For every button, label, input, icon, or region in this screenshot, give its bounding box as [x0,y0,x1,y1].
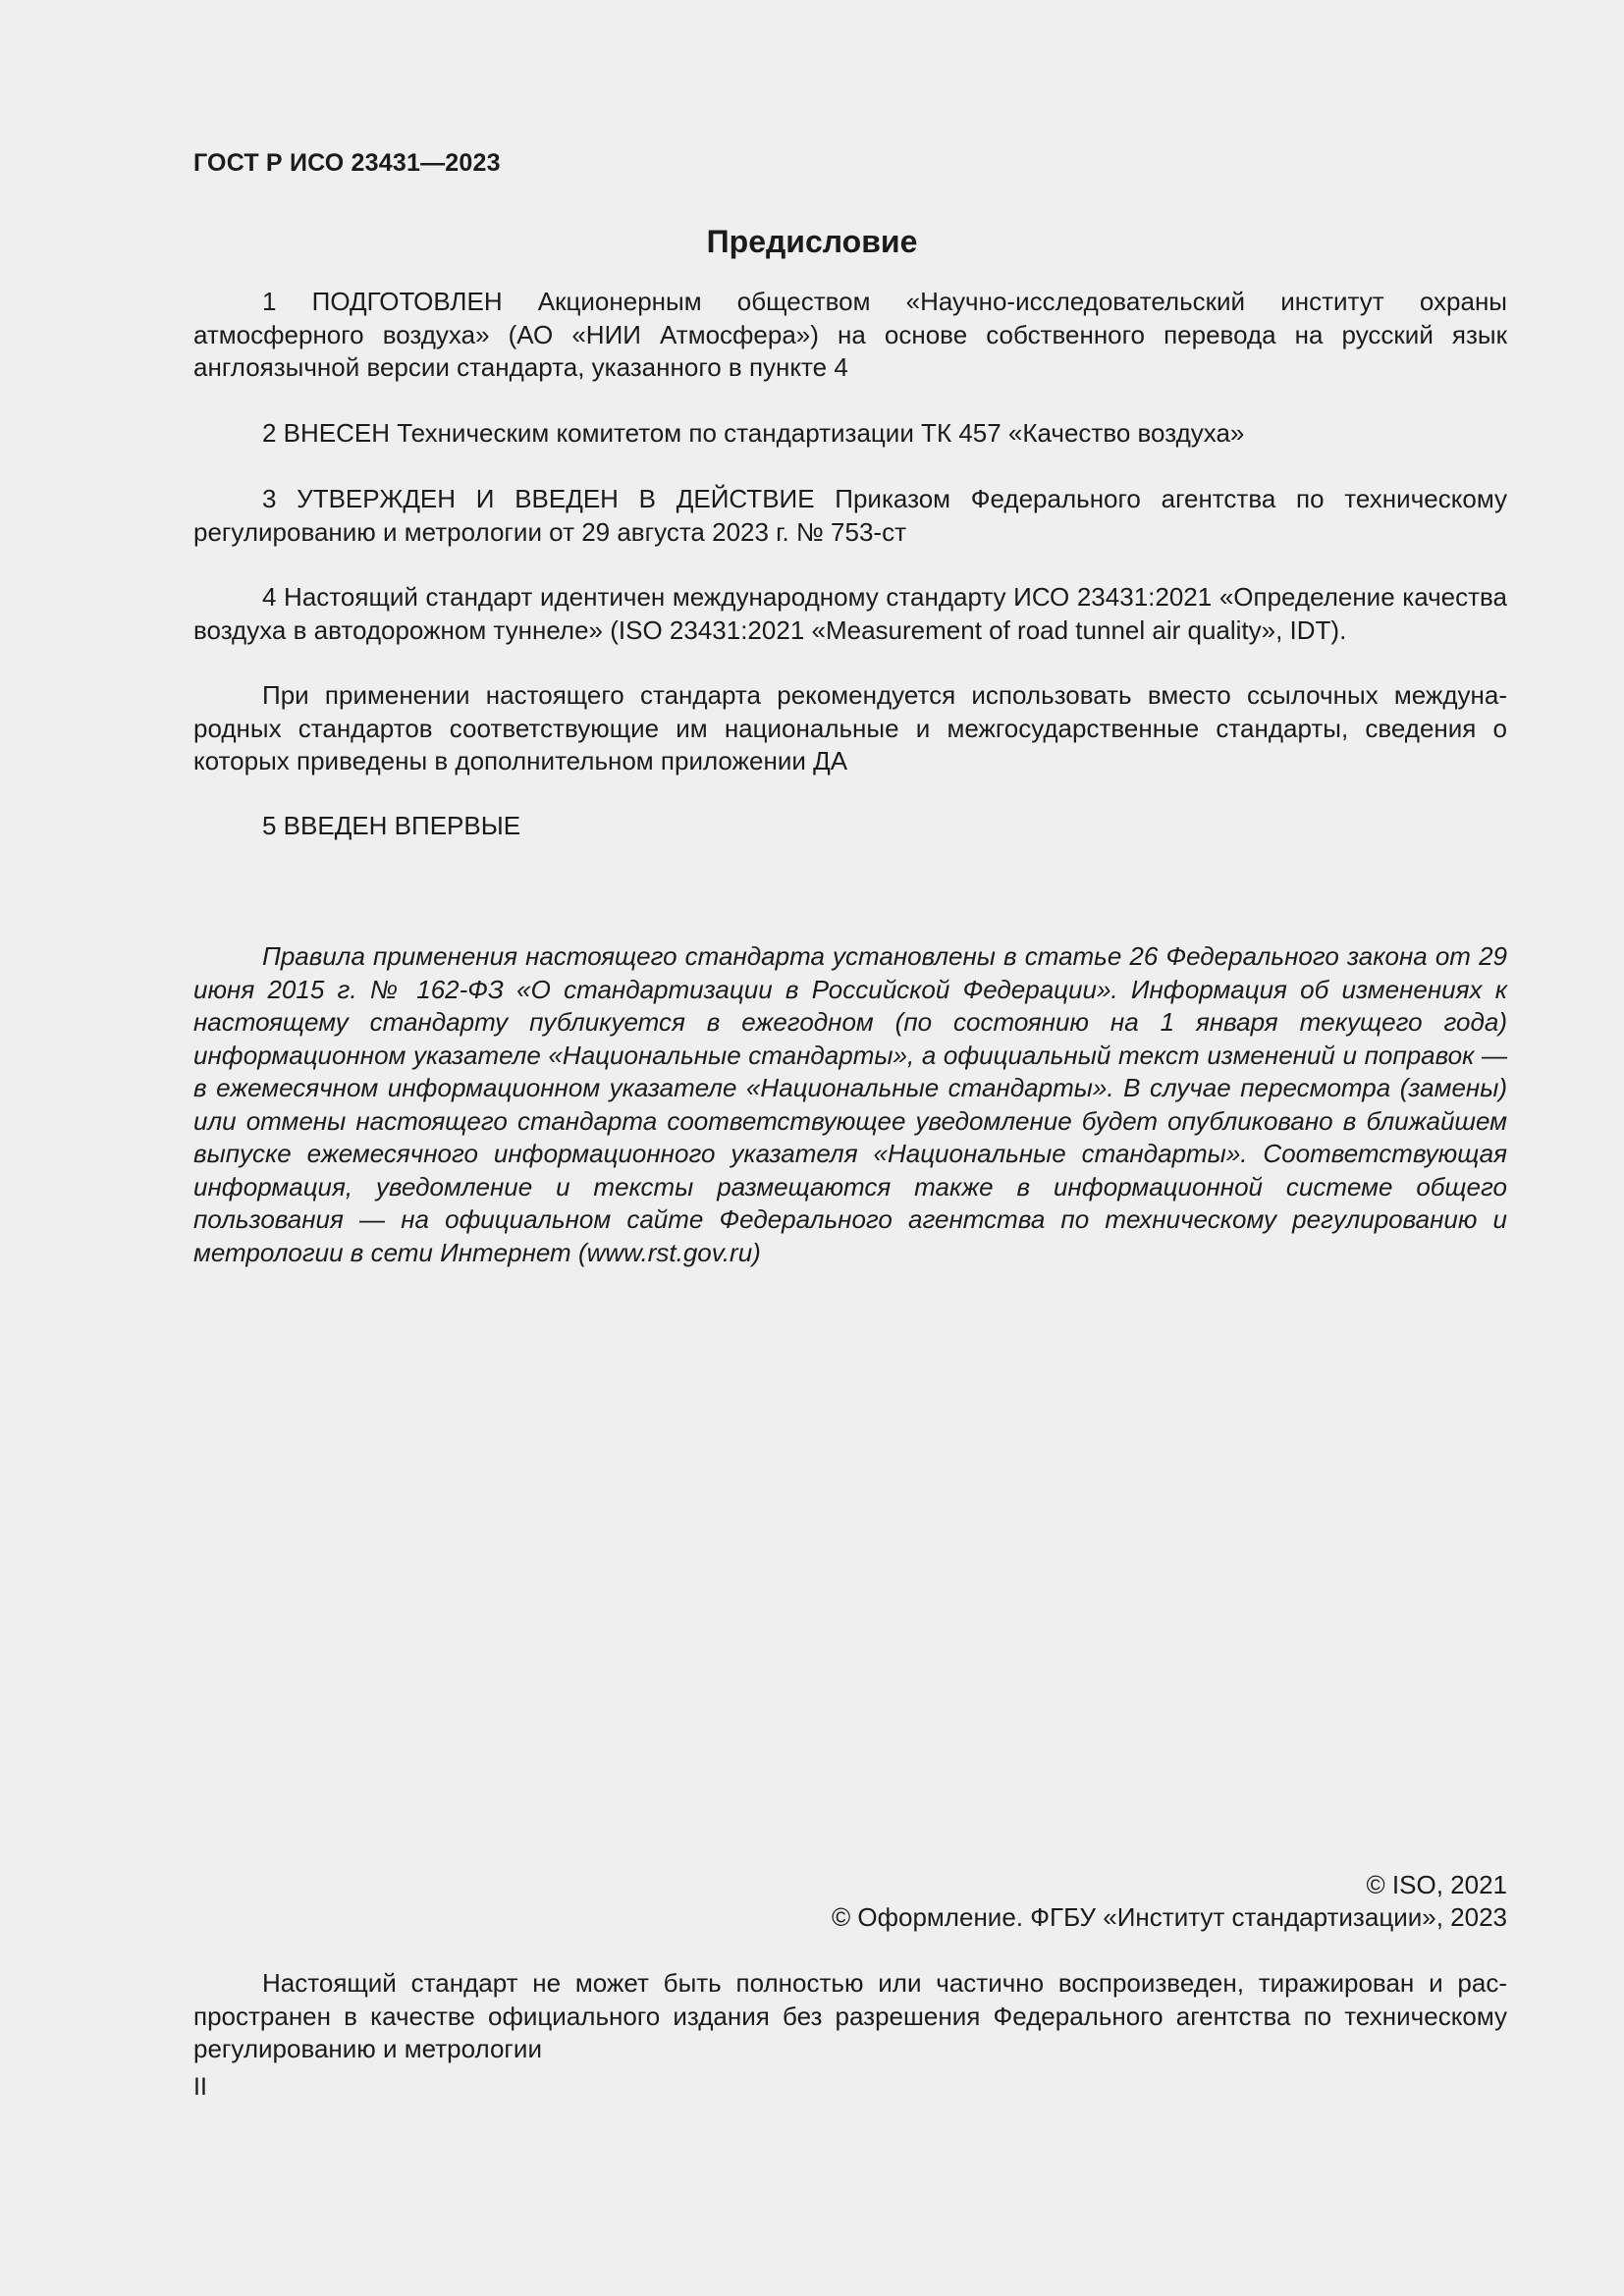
paragraph-2: 2 ВНЕСЕН Техническим комитетом по стандартизации ТК 457 «Качество воздуха» [262,418,1245,448]
copyright-iso: © ISO, 2021 [1366,1870,1507,1899]
copyright-design: © Оформление. ФГБУ «Институт стандартизации», 2023 [832,1902,1507,1932]
paragraph-3: 3 УТВЕРЖДЕН И ВВЕДЕН В ДЕЙСТВИЕ Приказом Федерального агентства по техническому регулированию и метрологии от 29 августа 2023 г. № 753-ст [193,484,1507,547]
legal-notice: Правила применения настоящего стандарта установлены в статье 26 Федерального закона от 29 июня 2015 г. № 162-ФЗ «О стандартизации в Российской Федерации». Информация об изменениях к настоящему стандарту публикуется в ежегодном (по состоянию на 1 января текущего года) информационном указателе «Национальные стандарты», а официальный текст изменений и поправок — в ежемесячном информационном указателе «Национальные стандарты». В случае пересмотра (замены) или отмены настоящего стандарта соответствующее уведомление будет опубликовано в ближайшем выпуске ежемесячного информационного указателя «Национальные стандарты». Соответствующая информация, уведомление и тексты размещаются также в информационной системе общего пользования — на официальном сайте Федерального агентства по техническому регулированию и метрологии в сети Интернет (www.rst.gov.ru) [193,941,1507,1267]
page-number: II [193,2073,207,2101]
paragraph-4: 4 Настоящий стандарт идентичен международному стандарту ИСО 23431:2021 «Определение качества воздуха в автодорожном туннеле» (ISO 23431:2021 «Measurement of road tunnel air quality», IDT). [193,582,1507,645]
paragraph-1: 1 ПОДГОТОВЛЕН Акционерным обществом «Научно-исследовательский институт охраны атмосферного воздуха» (АО «НИИ Атмосфера») на основе собственного перевода на русский язык англоязычной версии стандарта, указанного в пункте 4 [193,287,1507,382]
standard-code: ГОСТ Р ИСО 23431—2023 [193,149,501,177]
paragraph-4-note: При применении настоящего стандарта рекомендуется использовать вместо ссылочных международных стандартов соответствующие им национальные и межгосударственные стандарты, сведения о которых приведены в дополнительном приложении ДА [193,680,1507,775]
paragraph-5: 5 ВВЕДЕН ВПЕРВЫЕ [262,811,521,840]
page-title: Предисловие [706,224,918,259]
reproduction-notice: Настоящий стандарт не может быть полностью или частично воспроизведен, тиражирован и распространен в качестве официального издания без разрешения Федерального агентства по техническому регулированию и метрологии [193,1968,1507,2063]
